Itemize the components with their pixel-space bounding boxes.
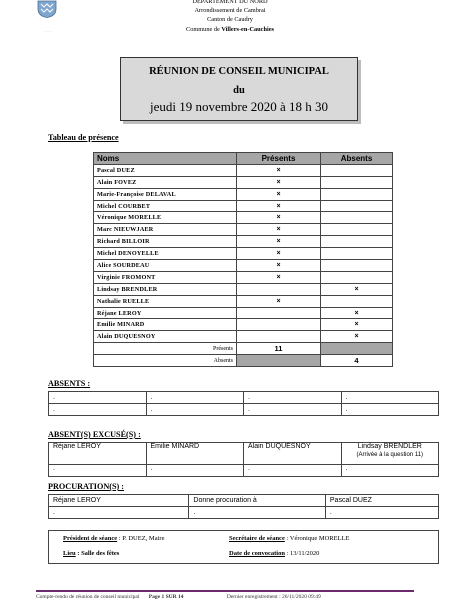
col-header-absent: Absents <box>321 153 393 165</box>
member-name: Michel COURBET <box>94 200 237 212</box>
member-name: Alain FOVEZ <box>94 176 237 188</box>
table-cell: . <box>341 392 439 404</box>
table-row <box>49 495 439 507</box>
present-mark: × <box>237 260 321 272</box>
member-name: Lindsay BRENDLER <box>94 283 237 295</box>
presence-row <box>94 271 393 283</box>
table-cell: . <box>341 404 439 416</box>
procurations-table <box>48 494 439 519</box>
presence-row <box>94 307 393 319</box>
present-mark <box>237 331 321 343</box>
present-mark: × <box>237 271 321 283</box>
presence-table <box>93 152 393 367</box>
header-canton: Canton de Caudry <box>207 16 253 23</box>
member-name: Alice SOURDEAU <box>94 260 237 272</box>
absent-mark: × <box>321 283 393 295</box>
member-name: Emilie MINARD <box>94 319 237 331</box>
meeting-title-du: du <box>233 85 245 96</box>
presence-row <box>94 295 393 307</box>
excuse-name: Lindsay BRENDLER <box>357 443 422 450</box>
table-cell: Alain DUQUESNOY <box>244 443 342 465</box>
table-cell: Pascal DUEZ <box>325 495 438 507</box>
presence-row <box>94 176 393 188</box>
header-department: DEPARTEMENT DU NORD <box>192 0 268 5</box>
absent-mark <box>321 260 393 272</box>
place-value: : Salle des fêtes <box>75 550 120 557</box>
table-cell: . <box>49 507 189 519</box>
footer-page: Page 1 SUR 14 <box>148 594 184 600</box>
member-name: Marie-Françoise DELAVAL <box>94 188 237 200</box>
presence-row <box>94 212 393 224</box>
presence-header-row <box>94 153 393 165</box>
meeting-title-box <box>120 57 358 121</box>
presence-row <box>94 260 393 272</box>
secretary-field <box>229 535 350 542</box>
convocation-value: : 13/11/2020 <box>284 550 320 557</box>
absent-mark: × <box>321 331 393 343</box>
col-header-names: Noms <box>94 153 237 165</box>
present-mark: × <box>237 164 321 176</box>
table-cell: . <box>244 404 342 416</box>
table-cell: Emilie MINARD <box>146 443 244 465</box>
table-cell: . <box>244 465 342 477</box>
present-mark: × <box>237 176 321 188</box>
absents-section-title: ABSENTS : <box>48 379 91 388</box>
presents-total-label: Présents <box>94 343 237 355</box>
absent-mark <box>321 164 393 176</box>
table-row <box>49 507 439 519</box>
member-name: Réjane LEROY <box>94 307 237 319</box>
table-row <box>49 392 439 404</box>
present-mark: × <box>237 248 321 260</box>
secretary-value: : Véronique MORELLE <box>284 535 350 542</box>
president-value: : P. DUEZ, Maire <box>117 535 165 542</box>
absent-mark <box>321 295 393 307</box>
header-arrondissement: Arrondissement de Cambrai <box>194 7 266 14</box>
member-name: Marc NIEUWJAER <box>94 224 237 236</box>
present-mark: × <box>237 200 321 212</box>
header-commune-prefix: Commune de <box>186 26 222 33</box>
presence-row <box>94 248 393 260</box>
member-name: Nathalie RUELLE <box>94 295 237 307</box>
presence-row <box>94 236 393 248</box>
table-cell: . <box>146 465 244 477</box>
presents-total-value: 11 <box>237 343 321 355</box>
presence-row <box>94 188 393 200</box>
absent-mark <box>321 176 393 188</box>
table-cell: . <box>244 392 342 404</box>
page-footer <box>36 594 426 600</box>
meeting-date: jeudi 19 novembre 2020 à 18 h 30 <box>150 99 328 114</box>
table-cell: . <box>325 507 438 519</box>
table-cell: Donne procuration à <box>189 495 326 507</box>
present-mark: × <box>237 224 321 236</box>
absents-total-value: 4 <box>321 355 393 367</box>
absent-mark <box>321 236 393 248</box>
present-mark: × <box>237 295 321 307</box>
table-row <box>49 443 439 465</box>
member-name: Virginie FROMONT <box>94 271 237 283</box>
president-label: Président de séance <box>63 535 118 542</box>
secretary-label: Secrétaire de séance <box>229 535 285 542</box>
present-mark: × <box>237 188 321 200</box>
absent-mark: × <box>321 307 393 319</box>
excuses-section-title: ABSENT(S) EXCUSÉ(S) : <box>48 430 141 439</box>
meeting-title: RÉUNION DE CONSEIL MUNICIPAL <box>149 66 329 77</box>
absent-mark <box>321 224 393 236</box>
absent-mark <box>321 271 393 283</box>
table-cell: Réjane LEROY <box>49 495 189 507</box>
member-name: Michel DENOYELLE <box>94 248 237 260</box>
absents-table <box>48 391 439 416</box>
table-cell: . <box>49 392 147 404</box>
table-cell: . <box>49 404 147 416</box>
absent-mark <box>321 212 393 224</box>
footer-right: Dernier enregistrement : 26/11/2020 09:49 <box>226 594 321 600</box>
table-row <box>49 404 439 416</box>
footer-divider <box>36 590 414 592</box>
presence-row <box>94 319 393 331</box>
present-mark <box>237 319 321 331</box>
table-cell <box>341 443 439 465</box>
presence-row <box>94 200 393 212</box>
excuses-table <box>48 442 439 477</box>
table-cell: . <box>189 507 326 519</box>
presence-row <box>94 164 393 176</box>
table-cell: Réjane LEROY <box>49 443 147 465</box>
coat-of-arms-logo <box>36 0 58 18</box>
table-cell: . <box>49 465 147 477</box>
member-name: Pascal DUEZ <box>94 164 237 176</box>
member-name: Richard BILLOIR <box>94 236 237 248</box>
place-label: Lieu <box>63 550 76 557</box>
presence-row <box>94 331 393 343</box>
presence-row <box>94 224 393 236</box>
crest-caption: · · · · · <box>44 30 52 34</box>
footer-left: Compte-rendu de réunion de conseil municipal <box>36 594 140 600</box>
convocation-label: Date de convocation <box>229 550 285 557</box>
absent-mark <box>321 188 393 200</box>
excuse-note: (Arrivée à la question 11) <box>356 452 424 458</box>
present-mark: × <box>237 212 321 224</box>
procurations-section-title: PROCURATION(S) : <box>48 482 125 491</box>
absents-total-label: Absents <box>94 355 237 367</box>
absents-total-row <box>94 355 393 367</box>
table-cell: . <box>146 392 244 404</box>
absent-mark <box>321 200 393 212</box>
table-row <box>49 465 439 477</box>
absent-mark: × <box>321 319 393 331</box>
convocation-field <box>229 550 319 557</box>
table-cell: . <box>341 465 439 477</box>
header-commune <box>140 25 320 34</box>
presents-total-row <box>94 343 393 355</box>
president-field <box>63 535 164 542</box>
presence-section-title: Tableau de présence <box>48 133 119 142</box>
member-name: Alain DUQUESNOY <box>94 331 237 343</box>
header-commune-name: Villers-en-Cauchies <box>221 26 274 33</box>
present-mark: × <box>237 236 321 248</box>
place-field <box>63 550 119 557</box>
presence-row <box>94 283 393 295</box>
member-name: Véronique MORELLE <box>94 212 237 224</box>
col-header-present: Présents <box>237 153 321 165</box>
session-info-box <box>48 530 439 564</box>
present-mark <box>237 307 321 319</box>
grey-cell <box>237 355 321 367</box>
present-mark <box>237 283 321 295</box>
absent-mark <box>321 248 393 260</box>
table-cell: . <box>146 404 244 416</box>
grey-cell <box>321 343 393 355</box>
